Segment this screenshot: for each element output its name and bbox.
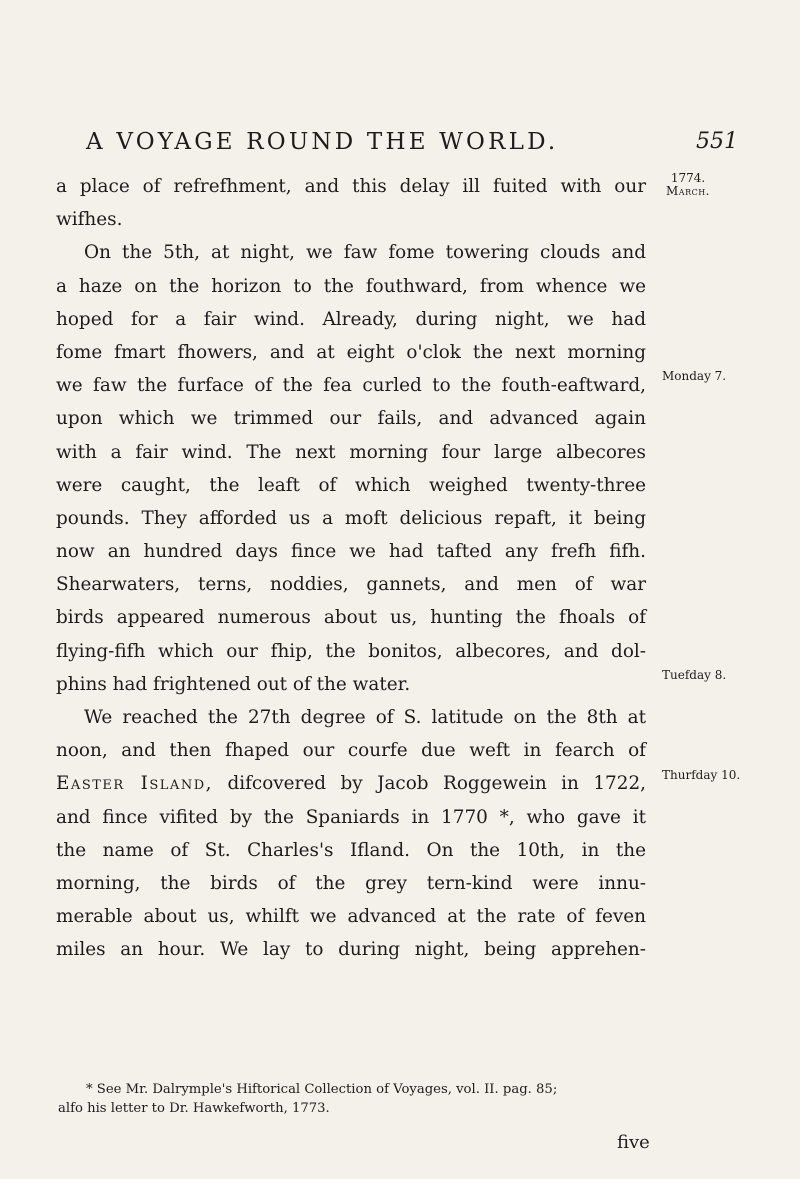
running-head: A VOYAGE ROUND THE WORLD. [86, 129, 559, 155]
catchword: five [617, 1132, 650, 1153]
text-line: miles an hour. We lay to during night, being apprehen- [56, 939, 646, 961]
text-line [56, 767, 646, 800]
text-line: Shearwaters, terns, noddies, gannets, and men of war [56, 574, 646, 596]
text-line: noon, and then fhaped our courfe due weft in fearch of [56, 740, 646, 762]
footnote-line: alfo his letter to Dr. Hawkefworth, 1773. [58, 1101, 330, 1116]
text-line: fome fmart fhowers, and at eight o'clok the next morning [56, 341, 646, 363]
text-line: wifhes. [56, 209, 123, 231]
text-line: and fince vifited by the Spaniards in 1770 *, who gave it [56, 806, 646, 828]
paragraph-start: We reached the 27th degree of S. latitude on the 8th at [84, 707, 646, 728]
text-line: phins had frightened out of the water. [56, 673, 411, 695]
text-line: merable about us, whilft we advanced at the rate of feven [56, 906, 646, 928]
margin-date-monday: Monday 7. [662, 369, 727, 383]
text-line: upon which we trimmed our fails, and advanced again [56, 408, 646, 430]
page-number: 551 [696, 129, 738, 154]
footnote [58, 1080, 648, 1118]
paragraph-start: On the 5th, at night, we faw fome towering clouds and [84, 242, 646, 264]
margin-month: March. [666, 184, 710, 198]
text-line: a haze on the horizon to the fouthward, from whence we [56, 275, 646, 297]
text-line: the name of St. Charles's Ifland. On the 10th, in the [56, 839, 646, 861]
text-line: hoped for a fair wind. Already, during night, we had [56, 308, 646, 330]
margin-date-thursday: Thurfday 10. [662, 768, 741, 782]
text-line: with a fair wind. The next morning four large albecores [56, 441, 646, 463]
text-line: birds appeared numerous about us, hunting the fhoals of [56, 607, 646, 629]
text-line: were caught, the leaft of which weighed twenty-three [56, 474, 646, 496]
text-line: we faw the furface of the fea curled to the fouth-eaftward, [56, 375, 646, 397]
text-line: pounds. They afforded us a moft delicious repaft, it being [56, 507, 646, 529]
place-name: Easter Island, [56, 773, 213, 795]
text-line: flying-fifh which our fhip, the bonitos, albecores, and dol- [56, 640, 646, 662]
text-line: morning, the birds of the grey tern-kind were innu- [56, 872, 646, 894]
body-text [56, 170, 646, 967]
page-header [86, 129, 738, 161]
margin-date-tuesday: Tuefday 8. [662, 668, 727, 682]
text-line: now an hundred days fince we had tafted any frefh fifh. [56, 541, 646, 563]
text-line: a place of refrefhment, and this delay ill fuited with our [56, 176, 646, 197]
text-span: difcovered by Jacob Roggewein in 1722, [227, 773, 646, 795]
footnote-line: * See Mr. Dalrymple's Hiftorical Collection of Voyages, vol. II. pag. 85; [86, 1082, 558, 1097]
margin-year: 1774. [670, 171, 706, 185]
margin-date-year [662, 172, 714, 198]
